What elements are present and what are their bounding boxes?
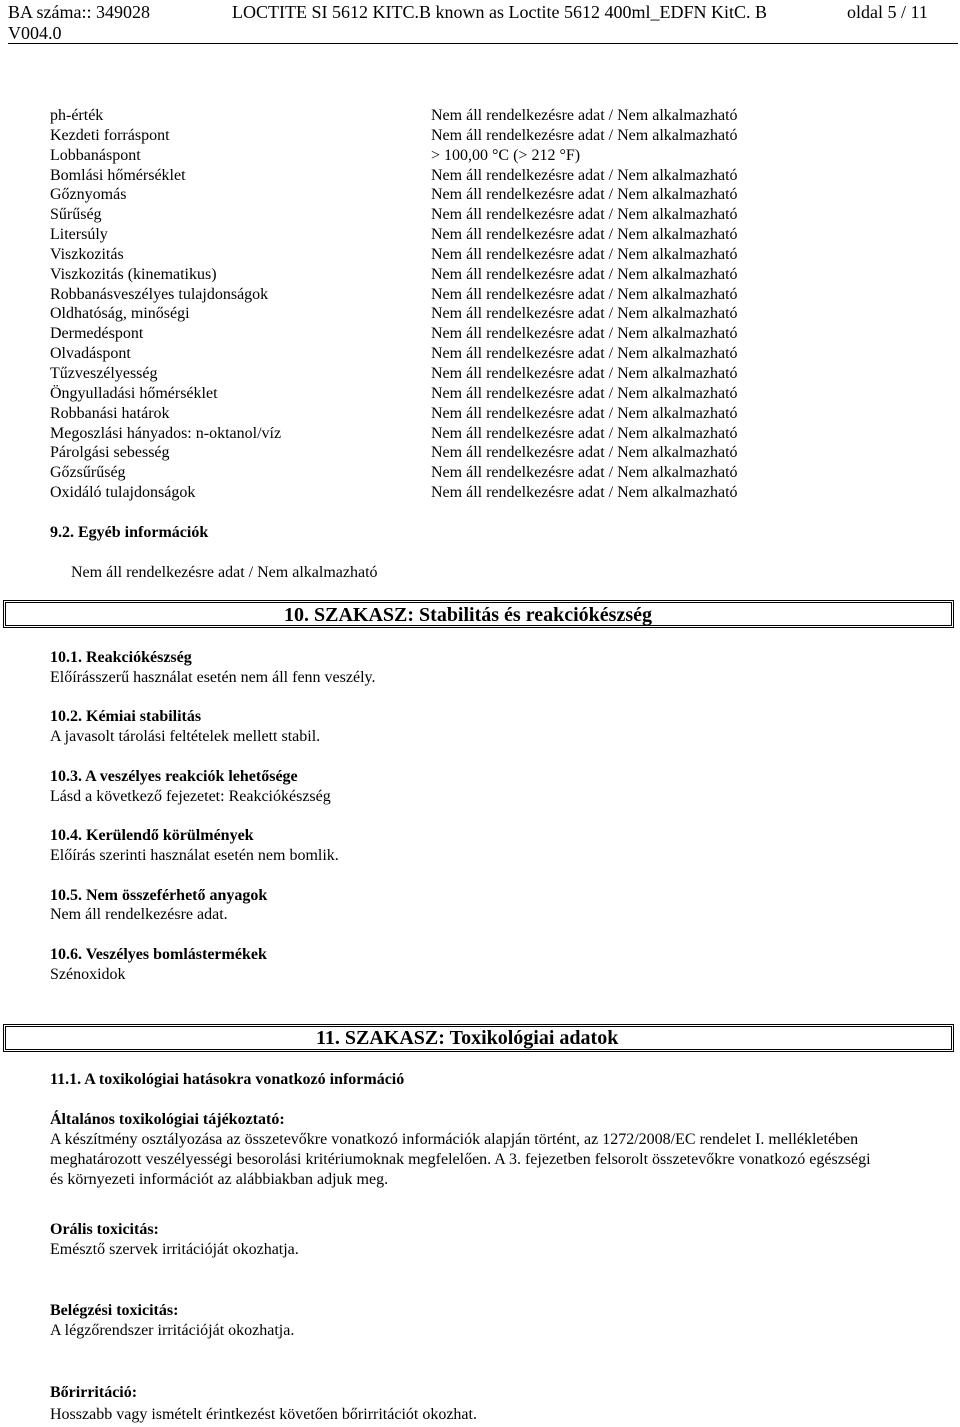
header-rule xyxy=(8,43,958,44)
s10-6-heading: 10.6. Veszélyes bomlástermékek xyxy=(50,946,267,963)
property-value: Nem áll rendelkezésre adat / Nem alkalmazható xyxy=(431,464,738,482)
property-value: Nem áll rendelkezésre adat / Nem alkalmazható xyxy=(431,444,738,462)
property-key: Lobbanáspont xyxy=(50,146,141,164)
s10-1-heading: 10.1. Reakciókészség xyxy=(50,649,192,666)
property-value: Nem áll rendelkezésre adat / Nem alkalmazható xyxy=(431,226,738,244)
property-key: Viszkozitás xyxy=(50,245,124,263)
product-name: LOCTITE SI 5612 KITC.B known as Loctite 5612 400ml_EDFN KitC. B xyxy=(232,2,767,22)
property-row xyxy=(50,106,950,126)
general-tox-line: A készítmény osztályozása az összetevőkre vonatkozó információk alapján történt, az 1272/2008/EC rendelet I. mellékletében xyxy=(50,1131,859,1148)
property-row xyxy=(50,205,950,225)
page-number: oldal 5 / 11 xyxy=(847,2,928,22)
property-row xyxy=(50,146,950,166)
property-value: Nem áll rendelkezésre adat / Nem alkalmazható xyxy=(431,107,738,124)
s10-4-text: Előírás szerinti használat esetén nem bomlik. xyxy=(50,847,339,864)
property-key: Viszkozitás (kinematikus) xyxy=(50,265,217,283)
version: V004.0 xyxy=(8,23,62,43)
property-row xyxy=(50,185,950,205)
skin-irritation-text: Hosszabb vagy ismételt érintkezést követően bőrirritációt okozhat. xyxy=(50,1406,477,1423)
section-9-2-text: Nem áll rendelkezésre adat / Nem alkalmazható xyxy=(71,564,378,581)
property-row xyxy=(50,265,950,285)
skin-irritation-heading: Bőrirritáció: xyxy=(50,1384,138,1401)
property-value: Nem áll rendelkezésre adat / Nem alkalmazható xyxy=(431,126,738,144)
property-key: Oxidáló tulajdonságok xyxy=(50,484,196,502)
property-key: Dermedéspont xyxy=(50,325,144,343)
property-value: Nem áll rendelkezésre adat / Nem alkalmazható xyxy=(431,186,738,204)
s10-4-heading: 10.4. Kerülendő körülmények xyxy=(50,827,254,844)
s10-5-heading: 10.5. Nem összeférhető anyagok xyxy=(50,887,268,904)
general-tox-line: és környezeti információt az alábbiakban adjuk meg. xyxy=(50,1171,389,1188)
property-row xyxy=(50,463,950,483)
s10-1-text: Előírásszerű használat esetén nem áll fenn veszély. xyxy=(50,669,376,686)
oral-tox-text: Emésztő szervek irritációját okozhatja. xyxy=(50,1241,299,1258)
s10-3-heading: 10.3. A veszélyes reakciók lehetősége xyxy=(50,768,298,785)
property-row xyxy=(50,404,950,424)
property-value: > 100,00 °C (> 212 °F) xyxy=(431,146,581,164)
section-11-title: 11. SZAKASZ: Toxikológiai adatok xyxy=(316,1027,619,1049)
property-value: Nem áll rendelkezésre adat / Nem alkalmazható xyxy=(431,206,738,224)
property-value: Nem áll rendelkezésre adat / Nem alkalmazható xyxy=(431,424,738,442)
property-key: Gőzsűrűség xyxy=(50,464,126,482)
property-key: ph-érték xyxy=(50,107,104,124)
property-row xyxy=(50,364,950,384)
s10-2-text: A javasolt tárolási feltételek mellett stabil. xyxy=(50,728,321,745)
property-row xyxy=(50,324,950,344)
property-key: Megoszlási hányados: n-oktanol/víz xyxy=(50,424,282,442)
property-row xyxy=(50,424,950,444)
s10-2-heading: 10.2. Kémiai stabilitás xyxy=(50,708,202,725)
property-row xyxy=(50,443,950,463)
property-row xyxy=(50,483,950,503)
oral-tox-heading: Orális toxicitás: xyxy=(50,1221,159,1238)
section-9-2-heading: 9.2. Egyéb információk xyxy=(50,524,209,541)
s10-5-text: Nem áll rendelkezésre adat. xyxy=(50,906,228,923)
property-key: Párolgási sebesség xyxy=(50,444,170,462)
property-value: Nem áll rendelkezésre adat / Nem alkalmazható xyxy=(431,325,738,343)
property-value: Nem áll rendelkezésre adat / Nem alkalmazható xyxy=(431,245,738,263)
property-key: Olvadáspont xyxy=(50,345,131,363)
property-key: Öngyulladási hőmérséklet xyxy=(50,384,218,402)
property-key: Oldhatóság, minőségi xyxy=(50,305,190,323)
property-row xyxy=(50,344,950,364)
property-value: Nem áll rendelkezésre adat / Nem alkalmazható xyxy=(431,305,738,323)
property-value: Nem áll rendelkezésre adat / Nem alkalmazható xyxy=(431,265,738,283)
property-value: Nem áll rendelkezésre adat / Nem alkalmazható xyxy=(431,364,738,382)
s11-1-heading: 11.1. A toxikológiai hatásokra vonatkozó információ xyxy=(50,1071,405,1088)
general-tox-heading: Általános toxikológiai tájékoztató: xyxy=(50,1111,285,1128)
inhal-tox-text: A légzőrendszer irritációját okozhatja. xyxy=(50,1322,295,1339)
property-value: Nem áll rendelkezésre adat / Nem alkalmazható xyxy=(431,384,738,402)
property-value: Nem áll rendelkezésre adat / Nem alkalmazható xyxy=(431,404,738,422)
property-key: Tűzveszélyesség xyxy=(50,364,158,382)
s10-6-text: Szénoxidok xyxy=(50,966,126,983)
property-key: Robbanási határok xyxy=(50,404,170,422)
property-key: Litersúly xyxy=(50,226,108,244)
property-key: Bomlási hőmérséklet xyxy=(50,166,186,184)
general-tox-line: meghatározott veszélyességi besorolási kritériumoknak megfelelően. A 3. fejezetben felsorolt összetevőkre vonatkozó egészségi xyxy=(50,1151,871,1168)
property-row xyxy=(50,126,950,146)
property-key: Sűrűség xyxy=(50,206,102,224)
property-row xyxy=(50,225,950,245)
property-row xyxy=(50,304,950,324)
property-row xyxy=(50,384,950,404)
property-key: Kezdeti forráspont xyxy=(50,126,170,144)
properties-table xyxy=(50,106,950,503)
section-10-title: 10. SZAKASZ: Stabilitás és reakciókészség xyxy=(284,604,652,626)
property-key: Robbanásveszélyes tulajdonságok xyxy=(50,285,269,303)
inhal-tox-heading: Belégzési toxicitás: xyxy=(50,1302,179,1319)
property-key: Gőznyomás xyxy=(50,186,127,204)
property-row xyxy=(50,285,950,305)
s10-3-text: Lásd a következő fejezetet: Reakciókészség xyxy=(50,788,331,805)
property-value: Nem áll rendelkezésre adat / Nem alkalmazható xyxy=(431,285,738,303)
property-row xyxy=(50,245,950,265)
ba-number: BA száma:: 349028 xyxy=(8,2,150,22)
property-value: Nem áll rendelkezésre adat / Nem alkalmazható xyxy=(431,345,738,363)
property-value: Nem áll rendelkezésre adat / Nem alkalmazható xyxy=(431,484,738,502)
property-value: Nem áll rendelkezésre adat / Nem alkalmazható xyxy=(431,166,738,184)
property-row xyxy=(50,166,950,186)
